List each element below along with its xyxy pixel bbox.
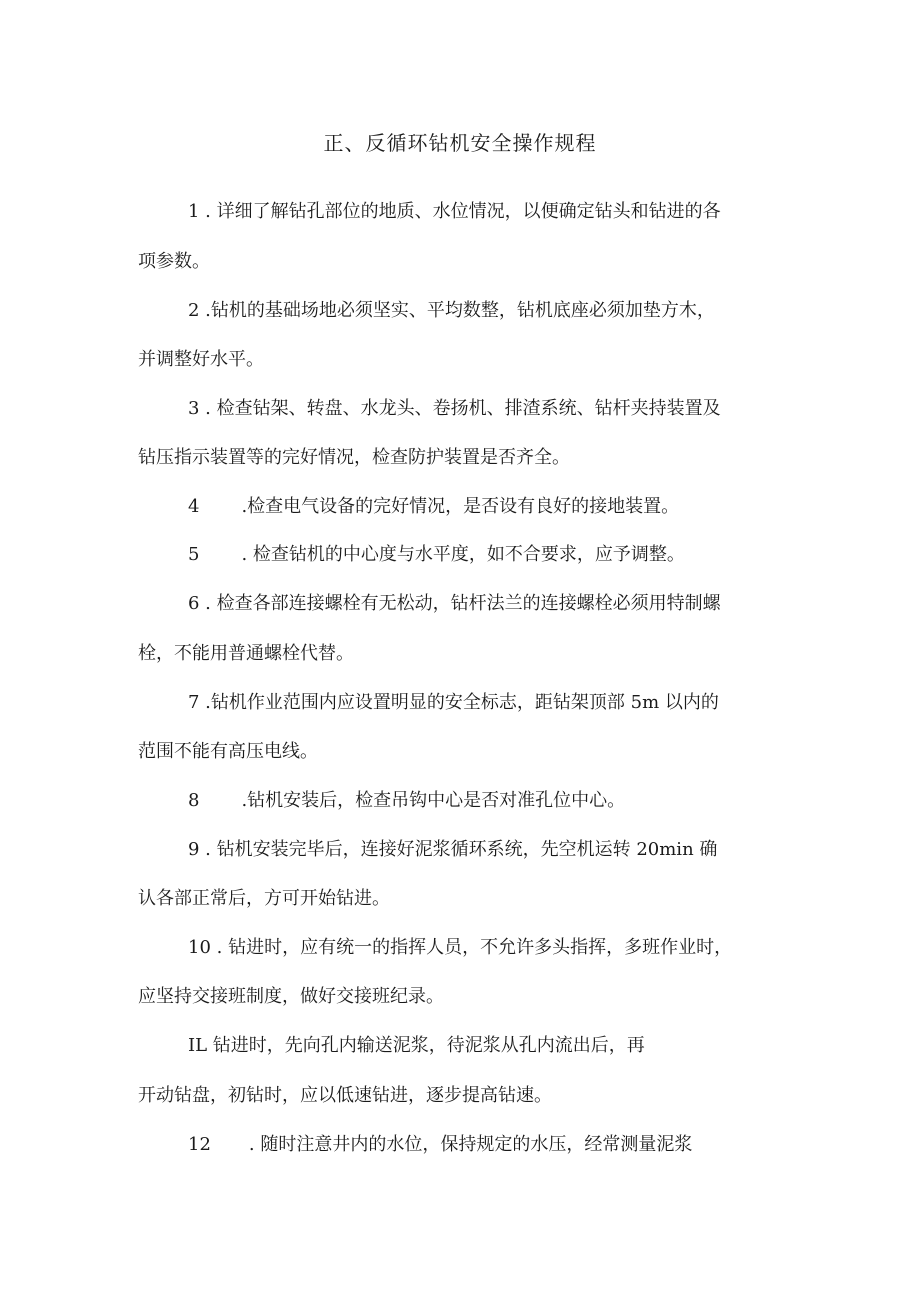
item-text: .检查电气设备的完好情况，是否设有良好的接地装置。 <box>241 496 680 517</box>
item-8-line-1 <box>188 786 625 816</box>
item-10-line-2: 应坚持交接班制度，做好交接班纪录。 <box>138 986 444 1007</box>
item-7-line-1 <box>188 688 719 718</box>
item-9-line-2: 认各部正常后，方可开始钻进。 <box>138 888 390 909</box>
item-4-line-1 <box>188 492 679 522</box>
item-text: . 检查各部连接螺栓有无松动，钻杆法兰的连接螺栓必须用特制螺 <box>199 593 721 614</box>
item-text: .钻机的基础场地必须坚实、平均数整，钻机底座必须加垫方木， <box>199 300 715 321</box>
item-11-line-2: 开动钻盘，初钻时，应以低速钻进，逐步提高钻速。 <box>138 1085 552 1106</box>
item-5-line-1 <box>188 540 685 570</box>
item-number: 1 <box>188 201 200 222</box>
item-number: 4 <box>188 496 200 517</box>
item-number: 9 <box>188 839 200 860</box>
item-3-line-2: 钻压指示装置等的完好情况，检查防护装置是否齐全。 <box>138 447 570 468</box>
item-text: . 钻进时，应有统一的指挥人员，不允许多头指挥，多班作业时， <box>210 937 733 958</box>
item-text: . 钻机安装完毕后，连接好泥浆循环系统，先空机运转 20min 确 <box>199 839 718 860</box>
item-text: . 随时注意井内的水位，保持规定的水压，经常测量泥浆 <box>248 1134 693 1155</box>
item-number: 10 <box>188 937 211 958</box>
item-text: . 检查钻架、转盘、水龙头、卷扬机、排渣系统、钻杆夹持装置及 <box>199 398 721 419</box>
item-text: .钻机安装后，检查吊钩中心是否对准孔位中心。 <box>241 790 626 811</box>
item-text: . 详细了解钻孔部位的地质、水位情况，以便确定钻头和钻进的各 <box>199 201 721 222</box>
item-11-line-1 <box>188 1031 645 1061</box>
item-number: 5 <box>188 544 200 565</box>
item-6-line-2: 栓，不能用普通螺栓代替。 <box>138 643 354 664</box>
item-number: 2 <box>188 300 200 321</box>
item-number: 3 <box>188 398 200 419</box>
item-number: 7 <box>188 692 200 713</box>
item-6-line-1 <box>188 589 721 619</box>
item-2-line-1 <box>188 296 715 326</box>
item-7-line-2: 范围不能有高压电线。 <box>138 741 318 762</box>
item-number: IL <box>188 1035 208 1056</box>
item-3-line-1 <box>188 394 721 424</box>
item-number: 12 <box>188 1134 211 1155</box>
item-number: 8 <box>188 790 200 811</box>
item-1-line-2: 项参数。 <box>138 251 210 272</box>
item-text: 钻进时，先向孔内输送泥浆，待泥浆从孔内流出后，再 <box>207 1035 645 1056</box>
item-1-line-1 <box>188 197 721 227</box>
item-text: .钻机作业范围内应设置明显的安全标志，距钻架顶部 5m 以内的 <box>199 692 719 713</box>
item-2-line-2: 并调整好水平。 <box>138 349 264 370</box>
item-text: . 检查钻机的中心度与水平度，如不合要求，应予调整。 <box>241 544 685 565</box>
page-title: 正、反循环钻机安全操作规程 <box>323 131 597 155</box>
item-9-line-1 <box>188 835 717 865</box>
item-12-line-1 <box>188 1130 692 1160</box>
item-number: 6 <box>188 593 200 614</box>
item-10-line-1 <box>188 933 732 963</box>
